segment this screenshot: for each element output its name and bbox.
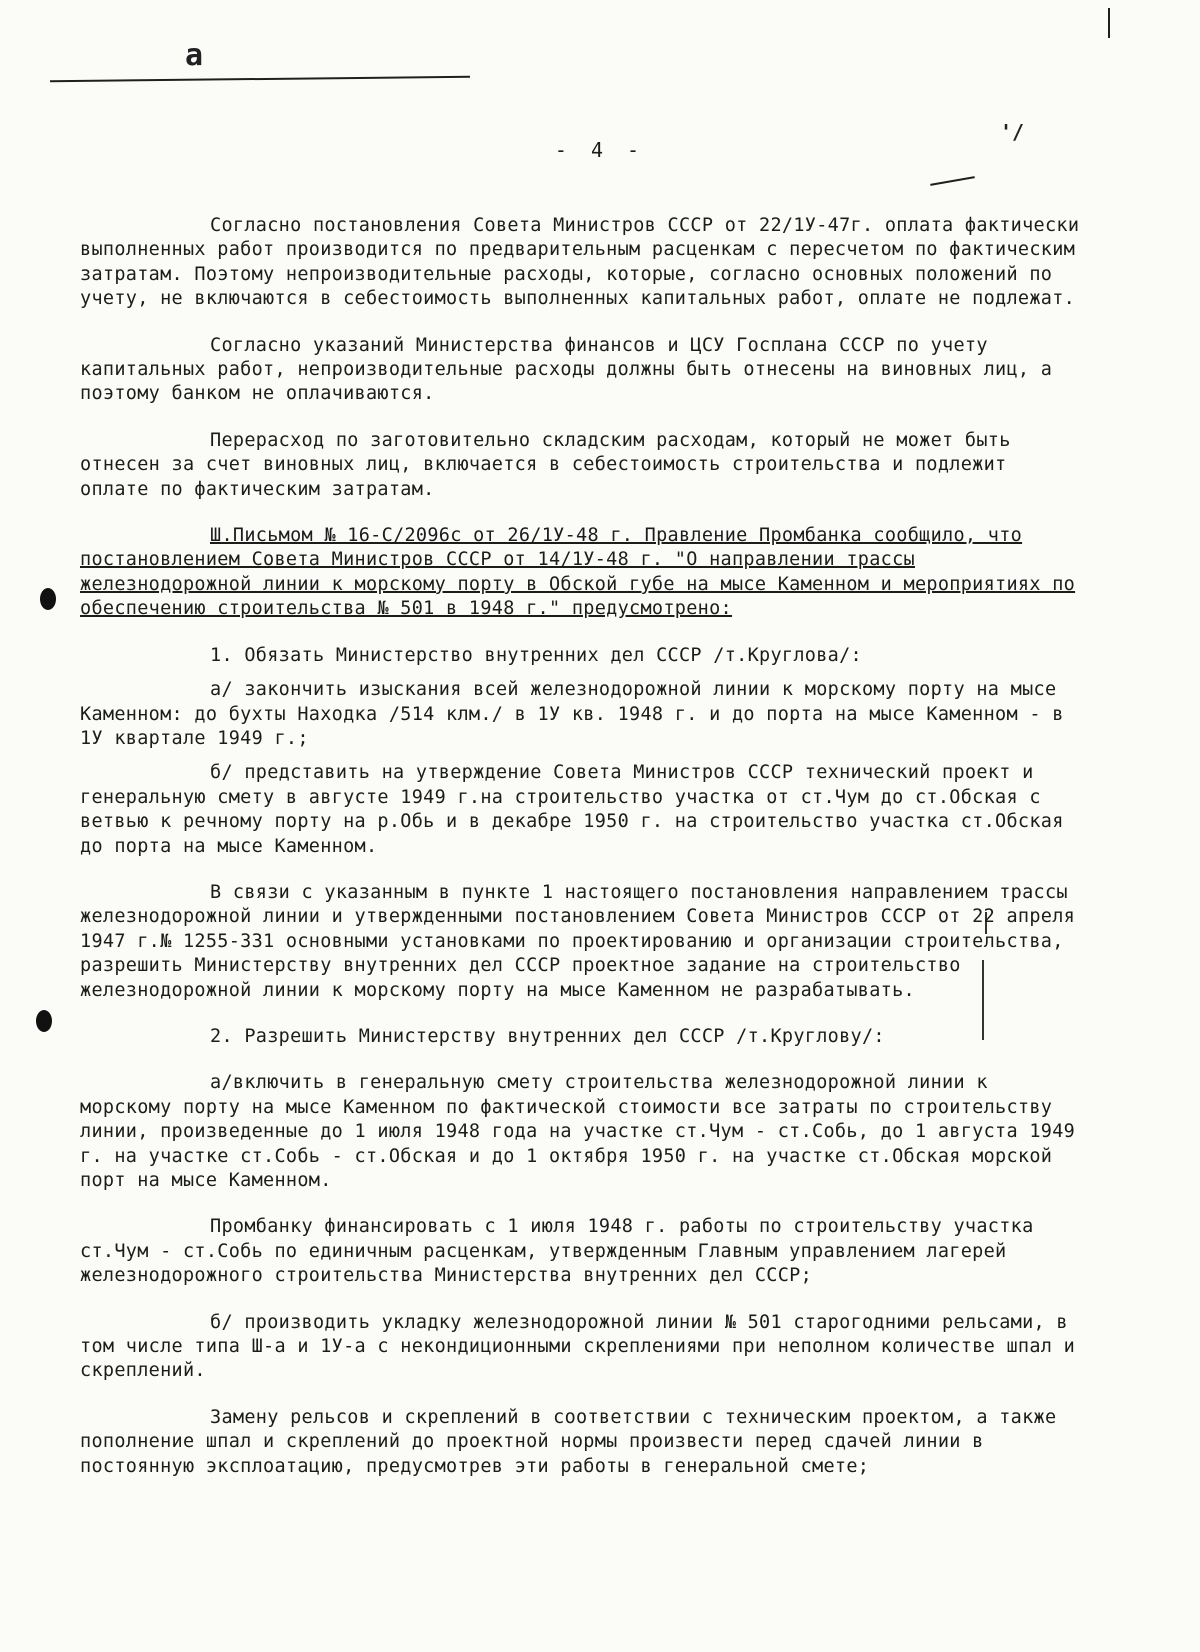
paragraph-3: Перерасход по заготовительно складским расходам, который не может быть отнесен за счет виновных лиц, включается в себестоимость строительства и подлежит оплате по фактическим затратам. [80,429,1011,500]
paragraph-item-2b: б/ производить укладку железнодорожной линии № 501 старогодними рельсами, в том числе типа Ш-а и 1У-а с некондиционными скреплениями при неполном количестве шпал и скреплений. [80,1311,1076,1382]
top-rule [50,76,470,82]
punch-hole-top [40,588,56,610]
paragraph-promnbank-financing: Промбанку финансировать с 1 июля 1948 г. работы по строительству участка ст.Чум - ст.Собь по единичным расценкам, утвержденным Главным управлением лагерей железнодорожного строительства Министерства внутренних дел СССР; [80,1216,1034,1287]
paragraph-replacement: Замену рельсов и скреплений в соответствии с техническим проектом, а также пополнение шпал и скреплений до проектной нормы произвести перед сдачей линии в постоянную эксплоатацию, предусмотрев эти работы в генеральной смете; [80,1406,1057,1477]
paragraph-item-2a: а/включить в генеральную смету строительства железнодорожной линии к морскому порту на мысе Каменном по фактической стоимости все затраты по строительству линии, произведенные до 1 июля 1948 года на участке ст.Чум - ст.Собь, до 1 августа 1949 г. на участке ст.Собь - ст.Обская и до 1 октября 1950 г. на участке ст.Обская морской порт на мысе Каменном. [80,1072,1076,1191]
paragraph-item-2: 2. Разрешить Министерству внутренних дел СССР /т.Круглову/: [210,1025,885,1047]
paragraph-2: Согласно указаний Министерства финансов и ЦСУ Госплана СССР по учету капитальных работ, непроизводительные расходы должны быть отнесены на виновных лиц, а поэтому банком не оплачиваются. [80,334,1053,405]
paragraph-item-1: 1. Обязать Министерство внутренних дел СССР /т.Круглова/: [210,644,862,666]
punch-hole-bottom [36,1010,52,1032]
paragraph-item-1a: а/ закончить изыскания всей железнодорожной линии к морскому порту на мысе Каменном: до бухты Находка /514 клм./ в 1У кв. 1948 г. и до порта на мысе Каменном - в 1У квартале 1949 г.; [80,679,1064,749]
page-number: - 4 - [554,138,646,162]
paragraph-item-1b: б/ представить на утверждение Совета Министров СССР технический проект и генеральную смету в августе 1949 г.на строительство участка от ст.Чум до ст.Обская с ветвью к речному порту на р.Обь и в декабре 1950 г. на строительство участка ст.Обская до порта на мысе Каменном. [80,762,1064,857]
handwritten-mark: а [185,38,204,73]
document-body [80,214,1080,1501]
paragraph-3-letter-promnbank: Ш.Письмом № 16-С/2096с от 26/1У-48 г. Правление Промбанка сообщило, что постановлением Совета Министров СССР от 14/1У-48 г. "О направлении трассы железнодорожной линии к морскому порту в Обской губе на мысе Каменном и мероприятиях по обеспечению строительства № 501 в 1948 г." предусмотрено: [80,525,1076,620]
paragraph-connection: В связи с указанным в пункте 1 настоящего постановления направлением трассы железнодорожной линии и утвержденными постановлением Совета Министров СССР от 22 апреля 1947 г.№ 1255-331 основными установками по проектированию и организации строительства, разрешить Министерству внутренних дел СССР проектное задание на строительство железнодорожной линии к морскому порту на мысе Каменном не разрабатывать. [80,881,1076,1001]
top-rule-right [1108,8,1110,38]
corner-mark: '/ [1000,120,1025,144]
corner-dash [930,176,975,186]
paragraph-1: Согласно постановления Совета Министров СССР от 22/1У-47г. оплата фактически выполненных работ производится по предварительным расценкам с пересчетом по фактическим затратам. Поэтому непроизводительные расходы, которые, согласно основных положений по учету, не включаются в себестоимость выполненных капитальных работ, оплате не подлежат. [80,215,1080,310]
